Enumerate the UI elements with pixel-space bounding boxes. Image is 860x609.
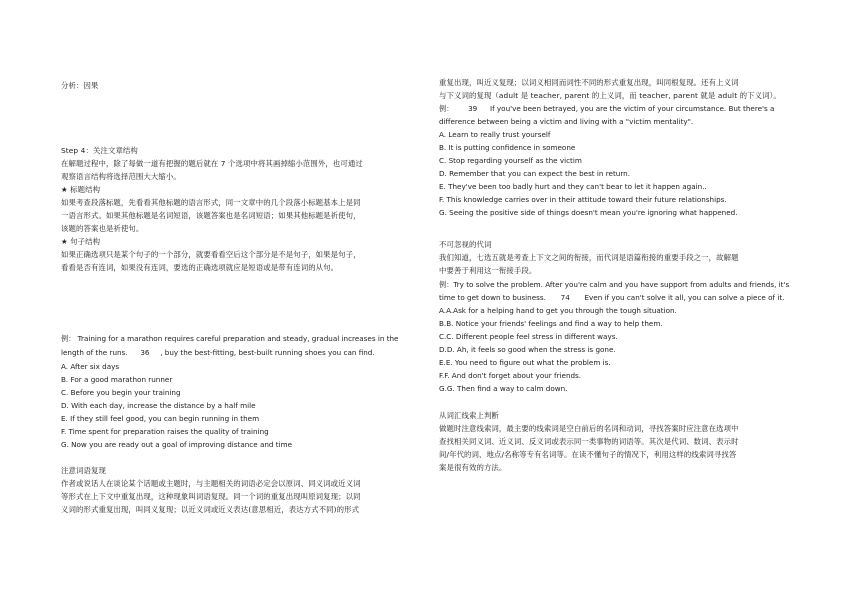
repetition-cont-line: 与下义词的复现（adult 是 teacher, parent 的上义词，而 teacher, parent 就是 adult 的下义词）。 — [439, 91, 781, 100]
example-74-text: time to get down to business. — [439, 293, 546, 302]
repetition-para-line: 等形式在上下文中重复出现，这种现象叫词语复现。同一个词的重复出现叫原词复现；以同 — [61, 492, 361, 501]
pronoun-para-line: 我们知道，七选五就是考查上下文之间的衔接，而代词是语篇衔接的重要手段之一，故解题 — [439, 253, 739, 262]
example-39-line2: difference between being a victim and living with a "victim mentality". — [439, 117, 694, 126]
option-39-g: G. Seeing the positive side of things doesn't mean you're ignoring what happened. — [439, 208, 738, 217]
example-36-text: length of the runs. — [61, 348, 128, 357]
step4-para-line: 在解题过程中，除了每做一道有把握的题后就在 7 个选项中将其画掉缩小范围外，也可通过 — [61, 159, 363, 168]
example-36-line2 — [61, 347, 375, 359]
option-74-g: G.G. Then find a way to calm down. — [439, 384, 568, 393]
analysis-line: 分析：因果 — [61, 81, 99, 90]
option-a: A. After six days — [61, 362, 120, 371]
option-74-b: B.B. Notice your friends' feelings and find a way to help them. — [439, 319, 663, 328]
example-39-text: If you've been betrayed, you are the victim of your circumstance. But there's a — [489, 104, 775, 113]
option-39-b: B. It is putting confidence in someone — [439, 143, 576, 152]
option-74-e: E.E. You need to figure out what the problem is. — [439, 358, 611, 367]
blank-39: 39 — [468, 104, 478, 113]
option-e: E. If they still feel good, you can begin running in them — [61, 414, 260, 423]
option-74-c: C.C. Different people feel stress in different ways. — [439, 332, 618, 341]
repetition-para-line: 作者或说话人在谈论某个话题或主题时，与主题相关的词语必定会以原词、同义词或近义词 — [61, 479, 361, 488]
example-74-text: Even if you can't solve it all, you can solve a piece of it. — [584, 293, 785, 302]
option-f: F. Time spent for preparation raises the quality of training — [61, 427, 269, 436]
lexical-clue-heading: 从词汇线索上判断 — [439, 411, 499, 420]
example-36-text: , buy the best-fitting, best-built running shoes you can find. — [160, 348, 375, 357]
lexical-para-line: 做题时注意线索词，最主要的线索词是空白前后的名词和动词，寻找答案时应注意在选项中 — [439, 424, 739, 433]
sentence-para-line: 如果正确选项只是某个句子的一个部分，就要看看空后这个部分是不是句子，如果是句子， — [61, 250, 361, 259]
repetition-cont-line: 重复出现，叫近义复现；以词义相同而词性不同的形式重复出现，叫同根复现。还有上义词 — [439, 78, 739, 87]
title-para-line: 该题的答案也是祈使句。 — [61, 224, 144, 233]
option-74-f: F.F. And don't forget about your friends. — [439, 371, 582, 380]
word-repetition-heading: 注意词语复现 — [61, 466, 106, 475]
option-d: D. With each day, increase the distance by a half mile — [61, 401, 256, 410]
option-74-a: A.A.Ask for a helping hand to get you through the tough situation. — [439, 306, 677, 315]
step4-heading: Step 4：关注文章结构 — [61, 146, 138, 155]
option-39-f: F. This knowledge carries over in their attitude toward their future relationships. — [439, 195, 727, 204]
sentence-structure-heading: ★ 句子结构 — [61, 237, 101, 246]
pronoun-heading: 不可忽视的代词 — [439, 240, 492, 249]
lexical-para-line: 间/年代的词、地点/名称等专有名词等。在读不懂句子的情况下，利用这样的线索词寻找答 — [439, 450, 737, 459]
sentence-para-line: 看看是否有连词，如果没有连词，要选的正确选项就应是短语或是带有连词的从句。 — [61, 263, 339, 272]
example-39-label: 例： — [439, 104, 454, 113]
blank-36: 36 — [140, 348, 150, 357]
option-39-e: E. They've been too badly hurt and they can't bear to let it happen again.. — [439, 182, 707, 191]
title-para-line: 一语言形式。如果其他标题是名词短语，该题答案也是名词短语；如果其他标题是祈使句， — [61, 211, 361, 220]
example-74-line: 例：Try to solve the problem. After you're calm and you have support from adults and friends, it's — [439, 280, 790, 289]
option-39-a: A. Learn to really trust yourself — [439, 130, 551, 139]
repetition-para-line: 义词的形式重复出现，叫同义复现；以近义词或近义表达(意思相近，表达方式不同)的形式 — [61, 505, 360, 514]
example-36-line: 例： Training for a marathon requires careful preparation and steady, gradual increases in the — [61, 334, 399, 343]
example-39-line — [439, 103, 774, 115]
option-39-c: C. Stop regarding yourself as the victim — [439, 156, 582, 165]
title-para-line: 如果考查段落标题，先看看其他标题的语言形式，同一文章中的几个段落小标题基本上是同 — [61, 198, 361, 207]
pronoun-para-line: 中要善于利用这一衔接手段。 — [439, 266, 537, 275]
option-b: B. For a good marathon runner — [61, 375, 173, 384]
option-74-d: D.D. Ah, it feels so good when the stress is gone. — [439, 345, 616, 354]
option-c: C. Before you begin your training — [61, 388, 181, 397]
lexical-para-line: 查找相关同义词、近义词、反义词或表示同一类事物的词语等。其次是代词、数词、表示时 — [439, 437, 739, 446]
option-g: G. Now you are ready out a goal of improving distance and time — [61, 440, 292, 449]
example-74-line2 — [439, 292, 784, 304]
title-structure-heading: ★ 标题结构 — [61, 185, 101, 194]
option-39-d: D. Remember that you can expect the best in return. — [439, 169, 631, 178]
blank-74: 74 — [560, 293, 570, 302]
step4-para-line: 观察语言结构将选择范围大大缩小。 — [61, 172, 181, 181]
lexical-para-line: 案是很有效的方法。 — [439, 463, 507, 472]
